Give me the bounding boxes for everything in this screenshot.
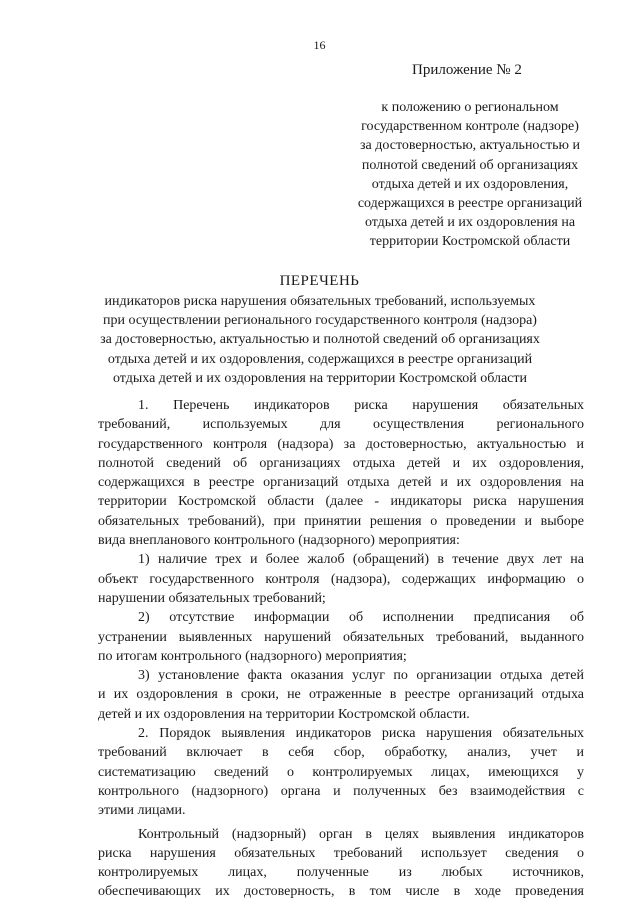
appendix-reference-line: содержащихся в реестре организаций: [357, 196, 583, 212]
document-subheading: [60, 292, 580, 388]
appendix-reference-line: отдыха детей и их оздоровления,: [371, 176, 569, 192]
body-line: контрольного (надзорного) органа и полученных без взаимодействия с: [98, 783, 584, 799]
body-line: по итогам контрольного (надзорного) мероприятия;: [98, 648, 407, 664]
subheading-line: при осуществлении регионального государственного контроля (надзора): [103, 313, 537, 329]
body-line: 3) установление факта оказания услуг по организации отдыха детей: [138, 668, 584, 684]
body-line: государственного контроля (надзора) за достоверностью, актуальностью и: [98, 436, 584, 452]
body-line: нарушении обязательных требований;: [98, 590, 326, 606]
body-line: содержащихся в реестре организаций отдыха детей и их оздоровления на: [98, 475, 584, 491]
body-line: Контрольный (надзорный) орган в целях выявления индикаторов: [138, 826, 584, 842]
appendix-reference-line: полнотой сведений об организациях: [361, 157, 579, 173]
body-line: объект государственного контроля (надзора), содержащих информацию о: [98, 571, 584, 587]
subheading-line: индикаторов риска нарушения обязательных требований, используемых: [104, 294, 536, 309]
body-line: систематизацию сведений о контролируемых лицах, имеющихся у: [98, 764, 584, 780]
subheading-line: отдыха детей и их оздоровления на территории Костромской области: [112, 370, 528, 386]
subheading-line: за достоверностью, актуальностью и полнотой сведений об организациях: [100, 332, 540, 348]
appendix-reference-line: территории Костромской области: [369, 234, 571, 250]
body-line: территории Костромской области (далее - индикаторы риска нарушения: [98, 494, 584, 510]
appendix-reference-line: за достоверностью, актуальностью и: [360, 138, 580, 154]
appendix-reference-line: отдыха детей и их оздоровления на: [364, 215, 576, 231]
appendix-title: Приложение № 2: [412, 62, 522, 78]
body-line: требований включает в себя сбор, обработку, анализ, учет и: [98, 745, 584, 761]
body-line: устранении выявленных нарушений обязательных требований, выданного: [98, 629, 584, 645]
appendix-reference-line: к положению о региональном: [381, 100, 559, 115]
body-line: 2. Порядок выявления индикаторов риска нарушения обязательных: [138, 726, 584, 742]
body-line: детей и их оздоровления на территории Костромской области.: [98, 706, 470, 722]
body-line: контролируемых лицах, полученные из любых источников,: [98, 865, 584, 881]
page-number: 16: [313, 38, 326, 52]
document-body: [98, 396, 584, 902]
body-line: обеспечивающих их достоверность, в том числе в ходе проведения: [98, 884, 584, 900]
body-line: этими лицами.: [98, 803, 186, 819]
body-line: риска нарушения обязательных требований использует сведения о: [98, 845, 584, 861]
body-line: обязательных требований), при принятии решения о проведении и выборе: [98, 513, 584, 529]
appendix-reference-line: государственном контроле (надзоре): [361, 119, 579, 135]
body-line: 2) отсутствие информации об исполнении предписания об: [138, 610, 584, 626]
body-line: 1. Перечень индикаторов риска нарушения обязательных: [138, 398, 584, 413]
appendix-reference: [330, 98, 610, 252]
body-line: требований, используемых для осуществления регионального: [98, 417, 584, 433]
subheading-line: отдыха детей и их оздоровления, содержащихся в реестре организаций: [107, 351, 533, 367]
body-line: полнотой сведений об организациях отдыха детей и их оздоровления,: [98, 455, 584, 471]
body-line: вида внепланового контрольного (надзорного) мероприятия:: [98, 533, 460, 549]
body-line: и их оздоровления в сроки, не отраженные в реестре организаций отдыха: [98, 687, 584, 703]
document-heading: ПЕРЕЧЕНЬ: [279, 273, 360, 289]
body-line: 1) наличие трех и более жалоб (обращений) в течение двух лет на: [138, 552, 584, 568]
